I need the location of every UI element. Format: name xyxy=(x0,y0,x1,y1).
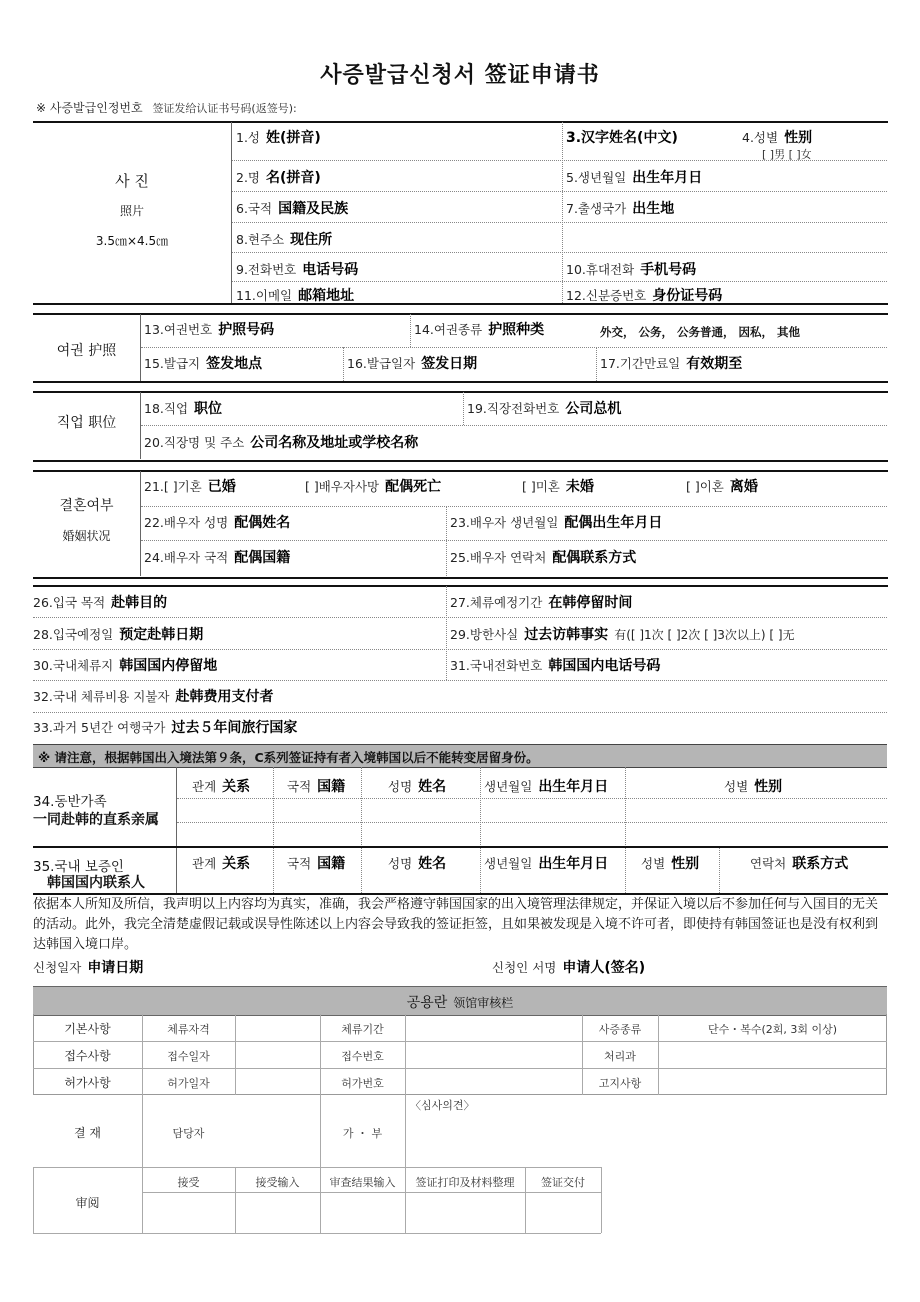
field-company[interactable]: 20.직장명 및 주소 公司名称及地址或学校名称 xyxy=(144,435,419,451)
field-korea-phone[interactable]: 31.국내전화번호 韩国国内电话号码 xyxy=(450,658,661,674)
guarantor-col-gender: 성별 性别 xyxy=(641,856,700,872)
field-email[interactable]: 11.이메일 邮箱地址 xyxy=(236,288,355,304)
field-past-travel[interactable]: 33.과거 5년간 여행국가 过去５年间旅行国家 xyxy=(33,720,298,736)
office-notice: 고지사항 xyxy=(598,1077,642,1090)
office-approval-label: 결 재 xyxy=(74,1126,101,1140)
field-given-name[interactable]: 2.명 名(拼音) xyxy=(236,170,321,186)
field-expiry-date[interactable]: 17.기간만료일 有效期至 xyxy=(600,356,743,372)
option-married[interactable]: 21.[ ]기혼 已婚 xyxy=(144,479,236,495)
office-permit-label: 허가사항 xyxy=(64,1076,111,1090)
field-gender[interactable]: 4.성별 性别 xyxy=(742,130,813,146)
photo-label: 사 진 xyxy=(115,172,149,190)
cert-number-label-cn: 签证发给认证书号码(返签号): xyxy=(152,102,297,115)
guarantor-col-birth: 생년월일 出生年月日 xyxy=(484,856,609,872)
guarantor-col-relation: 관계 关系 xyxy=(192,856,251,872)
field-passport-no[interactable]: 13.여권번호 护照号码 xyxy=(144,322,275,338)
office-receipt-number: 접수번호 xyxy=(341,1050,384,1063)
field-mobile[interactable]: 10.휴대전화 手机号码 xyxy=(566,262,697,278)
office-review-label: 审阅 xyxy=(75,1196,100,1210)
page-title: 사증발급신청서 签证申请书 xyxy=(320,63,600,88)
signature-field[interactable]: 신청인 서명 申请人(签名) xyxy=(492,960,646,976)
office-review-opinion: 〈심사의견〉 xyxy=(410,1099,475,1112)
passport-type-options[interactable]: 外交， 公务， 公务普通， 因私， 其他 xyxy=(600,325,801,339)
field-prior-visits[interactable]: 29.방한사실 过去访韩事实 有([ ]1次 [ ]2次 [ ]3次以上) [ ]无 xyxy=(450,627,795,643)
field-birthdate[interactable]: 5.생년월일 出生年月日 xyxy=(566,170,703,186)
apply-date-field[interactable]: 신청일자 申请日期 xyxy=(33,960,144,976)
review-col-accept: 接受 xyxy=(177,1176,200,1189)
office-yes-no: 가 ・ 부 xyxy=(342,1127,383,1140)
field-nationality[interactable]: 6.국적 国籍及民族 xyxy=(236,201,349,217)
family-col-gender: 성별 性别 xyxy=(724,779,783,795)
marriage-section-label: 결혼여부 xyxy=(59,498,114,514)
field-address[interactable]: 8.현주소 现住所 xyxy=(236,232,333,248)
photo-label-cn: 照片 xyxy=(119,204,144,218)
field-spouse-contact[interactable]: 25.배우자 연락처 配偶联系方式 xyxy=(450,550,637,566)
field-entry-date[interactable]: 28.입국예정일 预定赴韩日期 xyxy=(33,627,204,643)
field-occupation[interactable]: 18.직업 职位 xyxy=(144,401,223,417)
field-spouse-birth[interactable]: 23.배우자 생년월일 配偶出生年月日 xyxy=(450,515,663,531)
office-use-title: 공용란 领馆审核栏 xyxy=(406,995,514,1011)
field-issue-date[interactable]: 16.발급일자 签发日期 xyxy=(347,356,478,372)
review-col-delivery: 签证交付 xyxy=(541,1176,585,1189)
field-surname[interactable]: 1.성 姓(拼音) xyxy=(236,130,321,146)
office-receipt-date: 접수일자 xyxy=(167,1050,210,1063)
office-department: 처리과 xyxy=(604,1050,636,1063)
family-col-name: 성명 姓名 xyxy=(388,779,447,795)
guarantor-label-cn: 韩国国内联系人 xyxy=(47,875,145,891)
family-col-relation: 관계 关系 xyxy=(192,779,251,795)
guarantor-col-nationality: 국적 国籍 xyxy=(287,856,346,872)
office-permit-number: 허가번호 xyxy=(341,1077,384,1090)
field-stay-address[interactable]: 30.국내체류지 韩国国内停留地 xyxy=(33,658,218,674)
field-birth-country[interactable]: 7.출생국가 出生地 xyxy=(566,201,675,217)
field-chinese-name[interactable]: 3.汉字姓名(中文) xyxy=(566,130,678,146)
gender-options[interactable]: [ ]男 [ ]女 xyxy=(762,148,812,161)
office-stay-period: 체류기간 xyxy=(341,1023,384,1036)
family-col-nationality: 국적 国籍 xyxy=(287,779,346,795)
family-label-cn: 一同赴韩的直系亲属 xyxy=(33,812,159,828)
marriage-section-label-cn: 婚姻状况 xyxy=(62,529,111,543)
field-spouse-name[interactable]: 22.배우자 성명 配偶姓名 xyxy=(144,515,291,531)
option-single[interactable]: [ ]미혼 未婚 xyxy=(522,479,594,495)
office-visa-type: 사증종류 xyxy=(598,1023,642,1036)
option-divorced[interactable]: [ ]이혼 离婚 xyxy=(686,479,758,495)
field-spouse-nationality[interactable]: 24.배우자 국적 配偶国籍 xyxy=(144,550,291,566)
office-receipt-label: 접수사항 xyxy=(64,1049,111,1063)
office-status-of-stay: 체류자격 xyxy=(167,1023,210,1036)
guarantor-label: 35.국내 보증인 xyxy=(33,859,124,875)
field-expense-payer[interactable]: 32.국내 체류비용 지불자 赴韩费用支付者 xyxy=(33,689,274,705)
field-passport-type[interactable]: 14.여권종류 护照种类 xyxy=(414,322,545,338)
cert-number-row[interactable] xyxy=(36,99,297,116)
office-permit-date: 허가일자 xyxy=(167,1077,210,1090)
cert-number-label: ※ 사증발급인정번호 xyxy=(36,101,143,115)
guarantor-col-name: 성명 姓名 xyxy=(388,856,447,872)
field-id-number[interactable]: 12.신분증번호 身份证号码 xyxy=(566,288,723,304)
notice-text: ※ 请注意，根据韩国出入境法第９条，C系列签证持有者入境韩国以后不能转变居留身份。 xyxy=(38,750,539,765)
review-col-accept-input: 接受输入 xyxy=(255,1176,300,1189)
passport-section-label: 여권 护照 xyxy=(56,343,117,359)
field-stay-period[interactable]: 27.체류예정기간 在韩停留时间 xyxy=(450,595,633,611)
guarantor-col-contact: 연락처 联系方式 xyxy=(750,856,849,872)
job-section-label: 직업 职位 xyxy=(56,415,117,431)
option-widowed[interactable]: [ ]배우자사망 配偶死亡 xyxy=(305,479,442,495)
office-officer: 담당자 xyxy=(172,1127,205,1140)
family-col-birth: 생년월일 出生年月日 xyxy=(484,779,609,795)
declaration-text: 依据本人所知及所信，我声明以上内容均为真实，准确，我会严格遵守韩国国家的出入境管理法律规定，并保证入境以后不参加任何与入国目的无关的活动。此外，我完全清楚虚假记载或误导性陈述以上内容会导致我的签证拒签，且如果被发现是入境不许可者，即使持有韩国签证也是没有权利到达韩国入境口岸。 xyxy=(33,897,879,952)
office-basic-label: 기본사항 xyxy=(64,1022,111,1036)
field-purpose[interactable]: 26.입국 목적 赴韩目的 xyxy=(33,595,168,611)
family-label: 34.동반가족 xyxy=(33,794,107,810)
field-phone[interactable]: 9.전화번호 电话号码 xyxy=(236,262,359,278)
field-issue-place[interactable]: 15.발급지 签发地点 xyxy=(144,356,263,372)
review-col-result-input: 审查结果输入 xyxy=(329,1176,396,1189)
office-entry-type: 단수・복수(2회, 3회 이상) xyxy=(707,1023,838,1036)
field-work-phone[interactable]: 19.직장전화번호 公司总机 xyxy=(467,401,622,417)
review-col-print: 签证打印及材料整理 xyxy=(415,1176,515,1189)
photo-size: 3.5㎝×4.5㎝ xyxy=(95,234,169,248)
